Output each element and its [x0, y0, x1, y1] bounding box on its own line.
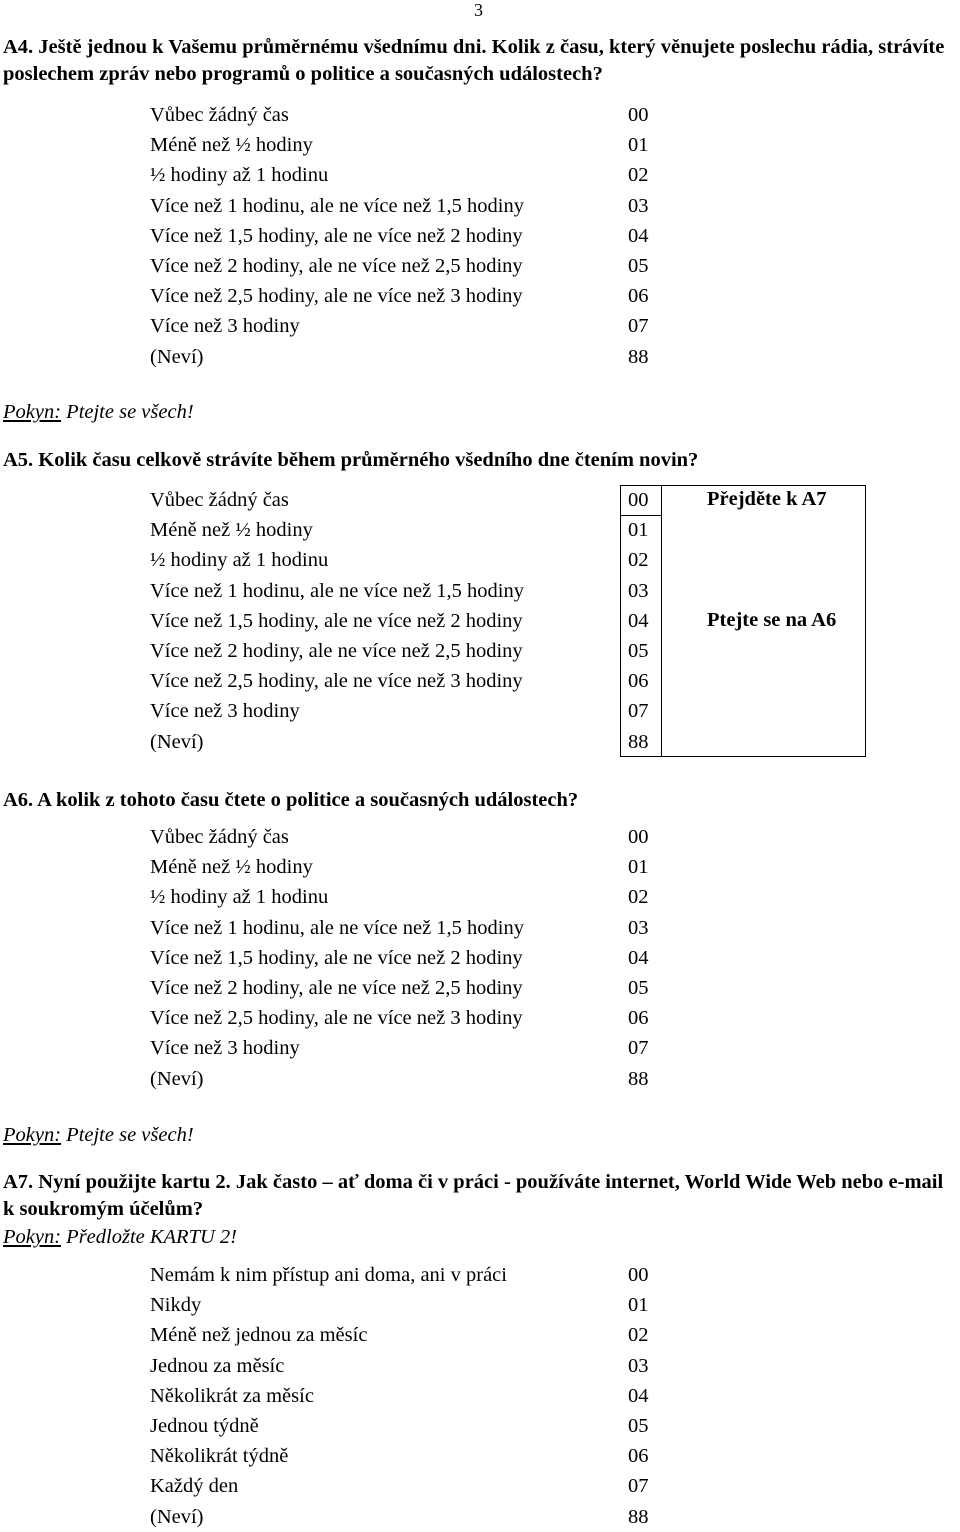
- option-code: 88: [628, 345, 649, 368]
- question-a7: A7. Nyní použijte kartu 2. Jak často – ať doma či v práci - používáte internet, World Wide Web nebo e-mail k soukromým účelům?: [3, 1171, 944, 1220]
- option-label: Více než 1,5 hodiny, ale ne více než 2 hodiny: [150, 224, 523, 247]
- option-label: Více než 3 hodiny: [150, 315, 300, 338]
- option-code: 07: [628, 1475, 649, 1498]
- option-code: 06: [628, 1445, 649, 1468]
- option-row: [150, 852, 668, 882]
- option-code: 04: [628, 1384, 649, 1407]
- option-row: [150, 1064, 668, 1094]
- instruction-text: Ptejte se všech!: [61, 1124, 194, 1146]
- option-code: 06: [628, 1007, 649, 1030]
- option-code: 01: [628, 1294, 649, 1317]
- option-label: Více než 2,5 hodiny, ale ne více než 3 hodiny: [150, 285, 523, 308]
- option-label: (Neví): [150, 1067, 204, 1090]
- routing-box-row-separator: [621, 515, 661, 516]
- option-label: Více než 2,5 hodiny, ale ne více než 3 hodiny: [150, 670, 523, 693]
- option-code: 00: [628, 826, 649, 848]
- option-label: Více než 2 hodiny, ale ne více než 2,5 hodiny: [150, 254, 523, 277]
- routing-box: [620, 485, 866, 757]
- option-label: (Neví): [150, 345, 204, 368]
- page-number: 3: [474, 0, 483, 20]
- instruction-label: Pokyn:: [3, 1124, 62, 1146]
- question-a6: A6. A kolik z tohoto času čtete o politice a současných událostech?: [3, 789, 579, 811]
- option-label: ½ hodiny až 1 hodinu: [150, 164, 329, 187]
- option-code: 01: [628, 134, 649, 157]
- option-code: 02: [628, 1324, 649, 1347]
- option-label: ½ hodiny až 1 hodinu: [150, 886, 329, 909]
- option-code: 03: [628, 194, 649, 217]
- option-label: (Neví): [150, 1505, 204, 1528]
- option-row: [150, 727, 668, 757]
- instruction-a6: [3, 1122, 194, 1148]
- options-a4: [150, 100, 668, 372]
- instruction-a4: [3, 399, 194, 425]
- option-code: 02: [628, 164, 649, 187]
- option-row: [150, 636, 668, 666]
- option-code: 04: [628, 609, 649, 632]
- option-code: 00: [628, 1264, 649, 1286]
- option-label: Více než 2 hodiny, ale ne více než 2,5 hodiny: [150, 976, 523, 999]
- options-a6: [150, 822, 668, 1094]
- option-row: [150, 666, 668, 696]
- option-label: Vůbec žádný čas: [150, 489, 289, 511]
- option-row: [150, 342, 668, 372]
- option-row: [150, 221, 668, 251]
- option-code: 04: [628, 224, 649, 247]
- ask-instruction: Ptejte se na A6: [707, 609, 837, 631]
- option-code: 02: [628, 549, 649, 572]
- option-label: Vůbec žádný čas: [150, 826, 289, 848]
- option-label: Více než 3 hodiny: [150, 1037, 300, 1060]
- option-label: Každý den: [150, 1475, 239, 1498]
- option-code: 03: [628, 916, 649, 939]
- option-code: 07: [628, 315, 649, 338]
- option-label: Jednou za měsíc: [150, 1354, 285, 1377]
- instruction-text: Ptejte se všech!: [61, 401, 194, 423]
- option-label: Více než 3 hodiny: [150, 700, 300, 723]
- option-label: Více než 1 hodinu, ale ne více než 1,5 hodiny: [150, 194, 524, 217]
- option-row: [150, 1320, 668, 1350]
- option-label: Více než 1,5 hodiny, ale ne více než 2 hodiny: [150, 609, 523, 632]
- option-label: Méně než ½ hodiny: [150, 519, 313, 542]
- option-label: Více než 1 hodinu, ale ne více než 1,5 hodiny: [150, 916, 524, 939]
- option-code: 05: [628, 976, 649, 999]
- option-row: [150, 160, 668, 190]
- instruction-a7: [3, 1224, 237, 1250]
- option-code: 04: [628, 946, 649, 969]
- instruction-label: Pokyn:: [3, 401, 62, 423]
- option-label: Méně než jednou za měsíc: [150, 1324, 368, 1347]
- option-label: Více než 1,5 hodiny, ale ne více než 2 hodiny: [150, 946, 523, 969]
- option-row: [150, 943, 668, 973]
- option-code: 03: [628, 579, 649, 602]
- option-label: Několikrát za měsíc: [150, 1384, 314, 1407]
- option-row: [150, 822, 668, 852]
- option-row: [150, 191, 668, 221]
- option-row: [150, 251, 668, 281]
- option-row: [150, 1290, 668, 1320]
- option-label: Více než 2,5 hodiny, ale ne více než 3 hodiny: [150, 1007, 523, 1030]
- option-row: [150, 545, 668, 575]
- option-code: 06: [628, 670, 649, 693]
- option-row: [150, 130, 668, 160]
- option-label: Více než 1 hodinu, ale ne více než 1,5 hodiny: [150, 579, 524, 602]
- option-code: 06: [628, 285, 649, 308]
- skip-instruction: Přejděte k A7: [707, 488, 827, 510]
- option-label: ½ hodiny až 1 hodinu: [150, 549, 329, 572]
- option-label: Jednou týdně: [150, 1414, 259, 1437]
- question-a5: A5. Kolik času celkově strávíte během průměrného všedního dne čtením novin?: [3, 449, 699, 471]
- option-code: 07: [628, 1037, 649, 1060]
- option-row: [150, 485, 668, 515]
- option-row: [150, 913, 668, 943]
- instruction-label: Pokyn:: [3, 1226, 62, 1248]
- option-row: [150, 606, 668, 636]
- option-row: [150, 1502, 668, 1532]
- question-a4: A4. Ještě jednou k Vašemu průměrnému všednímu dni. Kolik z času, který věnujete poslechu rádia, strávíte poslechem zpráv nebo programů o politice a současných událostech?: [3, 36, 945, 85]
- option-row: [150, 311, 668, 341]
- option-code: 05: [628, 639, 649, 662]
- option-row: [150, 1441, 668, 1471]
- option-code: 88: [628, 730, 649, 753]
- option-row: [150, 1003, 668, 1033]
- option-row: [150, 1033, 668, 1063]
- option-code: 05: [628, 1414, 649, 1437]
- option-code: 88: [628, 1505, 649, 1528]
- option-label: Více než 2 hodiny, ale ne více než 2,5 hodiny: [150, 639, 523, 662]
- option-row: [150, 1351, 668, 1381]
- options-a5: [150, 485, 668, 757]
- option-label: Nikdy: [150, 1294, 202, 1317]
- option-row: [150, 1381, 668, 1411]
- option-row: [150, 1471, 668, 1501]
- instruction-text: Předložte KARTU 2!: [61, 1226, 237, 1248]
- option-row: [150, 100, 668, 130]
- option-code: 00: [628, 489, 649, 511]
- option-row: [150, 1260, 668, 1290]
- option-row: [150, 1411, 668, 1441]
- option-row: [150, 281, 668, 311]
- option-row: [150, 576, 668, 606]
- option-row: [150, 696, 668, 726]
- option-code: 02: [628, 886, 649, 909]
- option-row: [150, 882, 668, 912]
- option-row: [150, 973, 668, 1003]
- option-code: 88: [628, 1067, 649, 1090]
- option-code: 00: [628, 104, 649, 126]
- option-code: 01: [628, 856, 649, 879]
- options-a7: [150, 1260, 668, 1532]
- option-label: (Neví): [150, 730, 204, 753]
- option-row: [150, 515, 668, 545]
- option-label: Méně než ½ hodiny: [150, 134, 313, 157]
- option-label: Nemám k nim přístup ani doma, ani v práci: [150, 1264, 507, 1286]
- option-code: 03: [628, 1354, 649, 1377]
- option-code: 07: [628, 700, 649, 723]
- option-code: 01: [628, 519, 649, 542]
- option-code: 05: [628, 254, 649, 277]
- routing-box-divider: [661, 486, 662, 756]
- option-label: Několikrát týdně: [150, 1445, 289, 1468]
- option-label: Vůbec žádný čas: [150, 104, 289, 126]
- option-label: Méně než ½ hodiny: [150, 856, 313, 879]
